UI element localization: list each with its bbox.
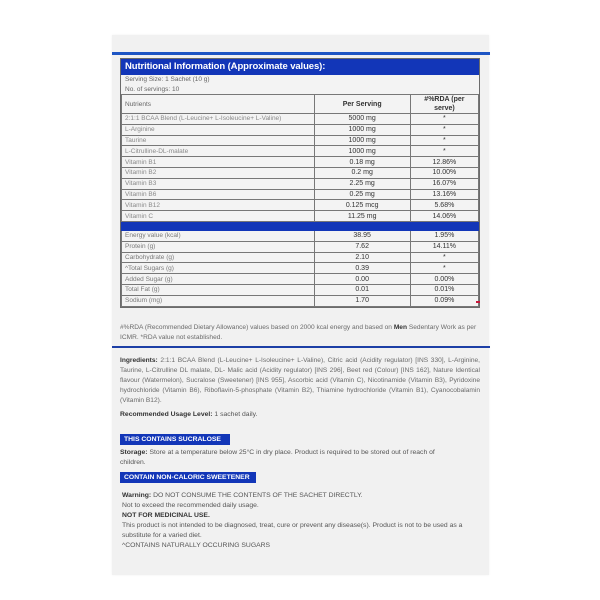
warning-usage: Not to exceed the recommended daily usage. (122, 502, 259, 509)
nutrient-name: 2:1:1 BCAA Blend (L-Leucine+ L-Isoleucine+ L-Valine) (122, 114, 315, 125)
nutrient-name: Taurine (122, 135, 315, 146)
per-serving-value: 1000 mg (314, 135, 410, 146)
nutrient-name: Vitamin B6 (122, 189, 315, 200)
header-rda: #%RDA (per serve) (410, 95, 478, 114)
sweetener-banner: CONTAIN NON-CALORIC SWEETENER (120, 472, 256, 483)
header-per-serving: Per Serving (314, 95, 410, 114)
per-serving-value: 1.70 (314, 295, 410, 306)
rda-value: * (410, 135, 478, 146)
per-serving-value: 38.95 (314, 230, 410, 241)
per-serving-value: 0.00 (314, 274, 410, 285)
table-row (122, 114, 479, 125)
per-serving-value: 0.01 (314, 284, 410, 295)
table-row (122, 241, 479, 252)
nutrient-name: Protein (g) (122, 241, 315, 252)
table-row (122, 295, 479, 306)
per-serving-value: 0.18 mg (314, 157, 410, 168)
table-row (122, 284, 479, 295)
ingredients-label: Ingredients: (120, 357, 158, 364)
usage-level: Recommended Usage Level: 1 sachet daily. (120, 411, 258, 418)
table-row (122, 178, 479, 189)
middle-divider (112, 346, 490, 348)
table-row (122, 274, 479, 285)
warning-block (122, 491, 482, 551)
per-serving-value: 0.2 mg (314, 167, 410, 178)
per-serving-value: 2.10 (314, 252, 410, 263)
servings-count: No. of servings: 10 (125, 85, 180, 93)
not-medicinal: NOT FOR MEDICINAL USE. (122, 512, 210, 519)
nutrient-name: Sodium (mg) (122, 295, 315, 306)
table-row (122, 189, 479, 200)
rda-note: #%RDA (Recommended Dietary Allowance) values based on 2000 kcal energy and based on Men Sedentary Work as per ICMR. *RDA value not established. (120, 324, 477, 341)
table-row (122, 167, 479, 178)
nutrition-table (121, 94, 479, 307)
sugars-note: ^CONTAINS NATURALLY OCCURING SUGARS (122, 542, 271, 549)
rda-value: 13.16% (410, 189, 478, 200)
ingredients-text: Ingredients: 2:1:1 BCAA Blend (L-Leucine+ L-Isoleucine+ L-Valine), Citric acid (Acidity regulator) [INS 330], L-Arginine, Taurine, L-Citrulline DL malate, DL- Malic acid (Acidity regulator) [INS 296], Beet red (Colour) [INS 162], Nature Identical flavour (Watermelon), Sucralose (Sweetener) [INS 955], Ascorbic acid (Vitamin C), Nicotinamide (Vitamin B3), Pyridoxine hydrochloride (Vitamin B6), Riboflavin-5-phosphate (Vitamin B2), Thiamine hydrochloride (Vitamin B1), Cyanocobalamin (Vitamin B12). (120, 357, 480, 404)
nutrient-name: Vitamin B3 (122, 178, 315, 189)
table-row (122, 124, 479, 135)
per-serving-value: 11.25 mg (314, 211, 410, 222)
rda-value: 0.09% (410, 295, 478, 306)
per-serving-value: 0.125 mcg (314, 200, 410, 211)
table-separator (122, 221, 479, 230)
disclaimer: This product is not intended to be diagnosed, treat, cure or prevent any disease(s). Product is not to be used as a substitute for a varied diet. (122, 522, 463, 539)
nutrient-name: Vitamin B12 (122, 200, 315, 211)
nutrient-name: ^Total Sugars (g) (122, 263, 315, 274)
nutrition-panel (120, 58, 480, 308)
nutrient-name: Added Sugar (g) (122, 274, 315, 285)
header-nutrients: Nutrients (122, 95, 315, 114)
rda-value: 1.95% (410, 230, 478, 241)
nutrient-name: Vitamin C (122, 211, 315, 222)
red-mark (476, 301, 480, 303)
nutrient-name: Vitamin B2 (122, 167, 315, 178)
table-row (122, 263, 479, 274)
per-serving-value: 0.39 (314, 263, 410, 274)
rda-value: 0.00% (410, 274, 478, 285)
table-row (122, 200, 479, 211)
storage-text: Storage: Store at a temperature below 25°C in dry place. Product is required to be stored out of reach of children. (120, 449, 435, 466)
rda-value: 0.01% (410, 284, 478, 295)
per-serving-value: 1000 mg (314, 146, 410, 157)
nutrient-name: Total Fat (g) (122, 284, 315, 295)
rda-value: 14.06% (410, 211, 478, 222)
table-row (122, 135, 479, 146)
rda-value: 16.07% (410, 178, 478, 189)
table-row (122, 211, 479, 222)
nutrient-name: Carbohydrate (g) (122, 252, 315, 263)
nutrient-name: Vitamin B1 (122, 157, 315, 168)
table-row (122, 157, 479, 168)
table-row (122, 252, 479, 263)
rda-value: * (410, 263, 478, 274)
table-row (122, 230, 479, 241)
table-header (122, 95, 479, 114)
nutrient-name: Energy value (kcal) (122, 230, 315, 241)
per-serving-value: 2.25 mg (314, 178, 410, 189)
rda-value: 12.86% (410, 157, 478, 168)
rda-value: * (410, 146, 478, 157)
rda-value: 5.68% (410, 200, 478, 211)
top-divider (112, 52, 490, 55)
nutrient-name: L-Citrulline-DL-malate (122, 146, 315, 157)
rda-value: 10.00% (410, 167, 478, 178)
nutrition-title: Nutritional Information (Approximate values): (121, 59, 479, 75)
rda-value: * (410, 114, 478, 125)
per-serving-value: 5000 mg (314, 114, 410, 125)
rda-value: * (410, 124, 478, 135)
per-serving-value: 1000 mg (314, 124, 410, 135)
rda-value: * (410, 252, 478, 263)
table-row (122, 146, 479, 157)
rda-value: 14.11% (410, 241, 478, 252)
sucralose-banner: THIS CONTAINS SUCRALOSE (120, 434, 230, 445)
serving-size: Serving Size: 1 Sachet (10 g) (125, 76, 210, 83)
per-serving-value: 0.25 mg (314, 189, 410, 200)
nutrient-name: L-Arginine (122, 124, 315, 135)
warning-line: Warning: DO NOT CONSUME THE CONTENTS OF THE SACHET DIRECTLY. (122, 492, 363, 499)
per-serving-value: 7.62 (314, 241, 410, 252)
